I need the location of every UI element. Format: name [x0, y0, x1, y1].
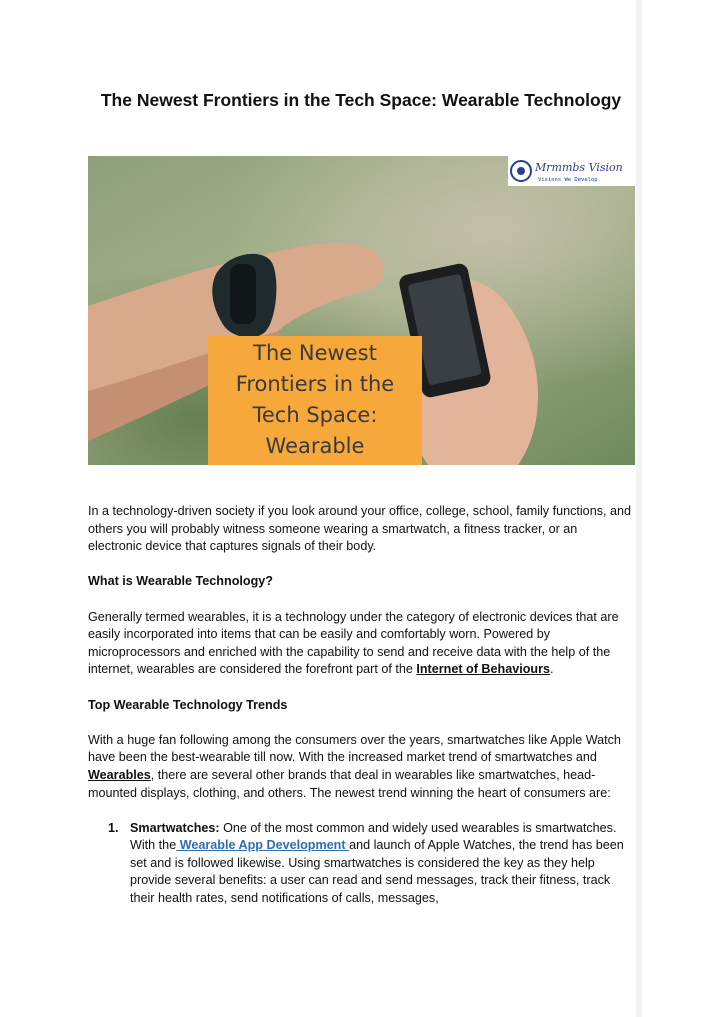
- logo-name: Mrmmbs Vision: [535, 161, 623, 174]
- internet-of-behaviours-link[interactable]: Internet of Behaviours: [416, 662, 550, 677]
- section-heading-what-is: What is Wearable Technology?: [88, 574, 273, 589]
- wearables-link[interactable]: Wearables: [88, 767, 151, 782]
- overlay-line-2: Frontiers in the: [235, 372, 395, 396]
- wearable-app-development-link[interactable]: Wearable App Development: [176, 838, 350, 853]
- list-item: 1. Smartwatches: One of the most common and widely used wearables is smartwatches. With the Wearable App Development and launch of Apple Watches, the trend has been set and is followed likewise. Using smartwatches is considered the key as they help provide several benefits: a user can read and send messages, track their fitness, track their health rates, send notifications of calls, messages,: [108, 820, 624, 906]
- overlay-line-3: Tech Space:: [252, 403, 378, 427]
- section2-paragraph: With a huge fan following among the consumers over the years, smartwatches like Apple Watch have been the best-wearable till now. With the increased market trend of smartwatches and Wearables, there are several other brands that deal in wearables like smartwatches, head-mounted displays, clothing, and others. The newest trend winning the heart of consumers are:: [88, 732, 621, 800]
- section1-paragraph: Generally termed wearables, it is a technology under the category of electronic devices that are easily incorporated into items that can be easily and comfortably worn. Powered by microprocessors and enriched with the capability to send and receive data with the help of the internet, wearables are considered the forefront part of the Internet of Behaviours.: [88, 609, 619, 677]
- overlay-line-1: The Newest: [253, 341, 377, 365]
- trends-list: [88, 820, 634, 908]
- logo-tagline: Visions We Develop: [538, 177, 598, 183]
- article-body: [88, 503, 634, 908]
- document-title: The Newest Frontiers in the Tech Space: Wearable Technology: [100, 90, 622, 110]
- intro-paragraph: In a technology-driven society if you look around your office, college, school, family functions, and others you will probably witness someone wearing a smartwatch, a fitness tracker, or an electronic device that captures signals of their body.: [88, 504, 632, 554]
- hero-image: [88, 156, 635, 465]
- list-item-term: Smartwatches:: [130, 820, 220, 835]
- section-heading-trends: Top Wearable Technology Trends: [88, 697, 288, 712]
- hero-photo: [88, 156, 635, 465]
- overlay-line-4: Wearable: [265, 434, 365, 458]
- list-item-number: 1.: [108, 820, 119, 835]
- page-edge-shade: [636, 0, 642, 1017]
